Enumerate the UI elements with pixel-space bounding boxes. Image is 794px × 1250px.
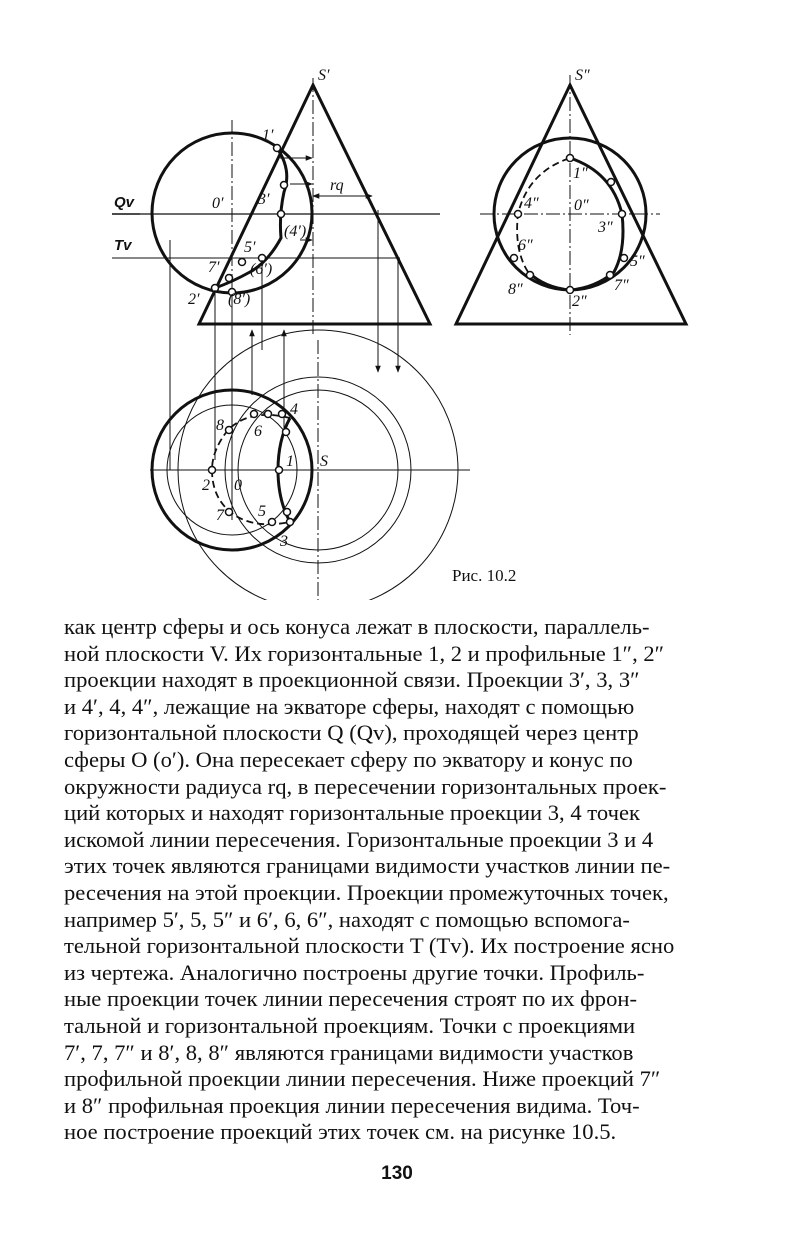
svg-text:(4′): (4′) (284, 223, 307, 240)
profile-view (456, 75, 686, 335)
text-line: ций которых и находят горизонтальные проекции 3, 4 точек (64, 800, 640, 826)
text-line: сферы O (o′). Она пересекает сферу по экватору и конус по (64, 746, 633, 772)
svg-text:1″: 1″ (573, 165, 588, 182)
svg-text:3: 3 (280, 533, 288, 550)
text-line: горизонтальной плоскости Q (Qv), проходящей через центр (64, 720, 639, 746)
text-line: тальной и горизонтальной проекциям. Точки с проекциями (64, 1012, 636, 1038)
svg-text:7: 7 (216, 507, 224, 524)
svg-text:(6′): (6′) (250, 261, 273, 278)
svg-text:rq: rq (330, 177, 344, 194)
svg-text:5: 5 (258, 503, 266, 520)
svg-text:S′: S′ (318, 67, 330, 84)
svg-text:0″: 0″ (574, 197, 589, 214)
svg-text:0: 0 (234, 477, 242, 494)
text-line: этих точек являются границами видимости участков линии пе- (64, 853, 671, 879)
text-line: например 5′, 5, 5″ и 6′, 6, 6″, находят с помощью вспомога- (64, 906, 630, 932)
svg-text:Qv: Qv (114, 194, 135, 211)
svg-text:4″: 4″ (524, 195, 539, 212)
text-line: профильной проекции линии пересечения. Ниже проекций 7″ (64, 1066, 661, 1092)
svg-text:6: 6 (254, 423, 262, 440)
text-line: искомой линии пересечения. Горизонтальные проекции 3 и 4 (64, 826, 654, 852)
text-line: как центр сферы и ось конуса лежат в плоскости, параллель- (64, 614, 650, 639)
svg-text:4: 4 (290, 401, 298, 418)
front-view (112, 78, 440, 520)
svg-text:8″: 8″ (508, 281, 523, 298)
svg-text:5′: 5′ (244, 239, 256, 256)
text-line: окружности радиуса rq, в пересечении горизонтальных проек- (64, 773, 667, 799)
text-line: ное построение проекций этих точек см. на рисунке 10.5. (64, 1119, 617, 1145)
text-line: и 8″ профильная проекция линии пересечения видима. Точ- (64, 1092, 640, 1118)
text-line: ной плоскости V. Их горизонтальные 1, 2 и профильные 1″, 2″ (64, 640, 665, 666)
text-line: ресечения на этой проекции. Проекции промежуточных точек, (64, 879, 669, 905)
svg-text:(8′): (8′) (228, 291, 251, 308)
text-line: из чертежа. Аналогично построены другие точки. Профиль- (64, 959, 645, 985)
svg-text:2: 2 (202, 477, 210, 494)
svg-text:0′: 0′ (212, 195, 224, 212)
svg-text:7′: 7′ (208, 259, 220, 276)
page-number: 130 (381, 1163, 413, 1184)
svg-text:2″: 2″ (572, 293, 587, 310)
svg-text:S: S (320, 453, 328, 470)
body-text (64, 614, 732, 1146)
svg-text:6″: 6″ (518, 237, 533, 254)
svg-text:7″: 7″ (614, 277, 629, 294)
text-line: и 4′, 4, 4″, лежащие на экваторе сферы, находят с помощью (64, 693, 635, 719)
figure-caption: Рис. 10.2 (452, 566, 517, 585)
top-view (150, 330, 470, 600)
svg-text:1: 1 (286, 453, 294, 470)
svg-text:Tv: Tv (114, 237, 132, 254)
text-line: ные проекции точек линии пересечения строят по их фрон- (64, 986, 637, 1012)
text-line: 7′, 7, 7″ и 8′, 8, 8″ являются границами видимости участков (64, 1039, 634, 1065)
svg-text:S″: S″ (575, 67, 590, 84)
svg-text:2′: 2′ (188, 291, 200, 308)
text-line: тельной горизонтальной плоскости T (Tv). Их построение ясно (64, 933, 675, 959)
svg-text:1′: 1′ (262, 127, 274, 144)
svg-text:8: 8 (216, 417, 224, 434)
technical-drawing (0, 0, 794, 600)
svg-text:3″: 3″ (598, 219, 613, 236)
svg-text:5″: 5″ (630, 253, 645, 270)
text-line: проекции находят в проекционной связи. Проекции 3′, 3, 3″ (64, 667, 640, 693)
svg-text:3′: 3′ (258, 191, 270, 208)
